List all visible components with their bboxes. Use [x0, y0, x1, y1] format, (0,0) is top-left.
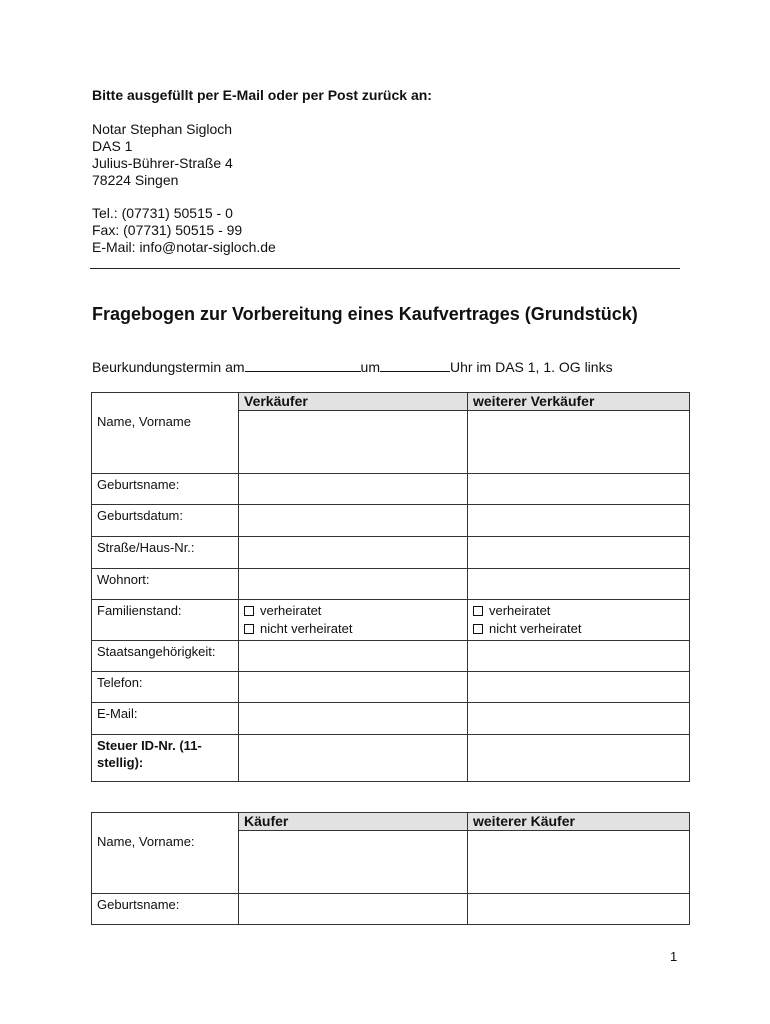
- seller-email-field[interactable]: [239, 703, 468, 735]
- seller-marital-status-cell: [239, 600, 468, 641]
- contact-fax: Fax: (07731) 50515 - 99: [92, 222, 243, 238]
- row-label-birth-date: Geburtsdatum:: [92, 505, 239, 537]
- buyer-birth-name-field[interactable]: [239, 894, 468, 925]
- buyer-column-header: Käufer: [239, 813, 468, 831]
- additional-seller-name-field[interactable]: [468, 411, 690, 474]
- appointment-prefix: Beurkundungstermin am: [92, 359, 245, 375]
- seller-column-header: Verkäufer: [239, 393, 468, 411]
- additional-seller-birth-name-field[interactable]: [468, 474, 690, 505]
- additional-seller-city-field[interactable]: [468, 569, 690, 600]
- notary-contact: [92, 205, 276, 256]
- appointment-suffix: Uhr im DAS 1, 1. OG links: [449, 359, 613, 375]
- additional-seller-email-field[interactable]: [468, 703, 690, 735]
- seller-table: [91, 392, 690, 782]
- address-line: Notar Stephan Sigloch: [92, 121, 233, 137]
- additional-seller-tax-id-field[interactable]: [468, 735, 690, 782]
- seller-street-field[interactable]: [239, 537, 468, 569]
- additional-seller-birth-date-field[interactable]: [468, 505, 690, 537]
- seller-birth-date-field[interactable]: [239, 505, 468, 537]
- notary-address: [92, 121, 233, 189]
- checkbox-icon[interactable]: [244, 624, 254, 634]
- header-empty-cell: [92, 393, 239, 411]
- row-label-name: Name, Vorname:: [92, 831, 239, 894]
- row-label-phone: Telefon:: [92, 672, 239, 703]
- address-line: Julius-Bührer-Straße 4: [92, 155, 233, 171]
- option-married[interactable]: [473, 602, 684, 620]
- appointment-line: [92, 359, 613, 376]
- option-label: verheiratet: [260, 603, 322, 618]
- seller-birth-name-field[interactable]: [239, 474, 468, 505]
- option-label: verheiratet: [489, 603, 551, 618]
- page-number: 1: [670, 949, 678, 964]
- address-line: DAS 1: [92, 138, 133, 154]
- seller-name-field[interactable]: [239, 411, 468, 474]
- address-line: 78224 Singen: [92, 172, 179, 188]
- option-married[interactable]: [244, 602, 462, 620]
- additional-seller-phone-field[interactable]: [468, 672, 690, 703]
- option-unmarried[interactable]: [473, 620, 684, 638]
- appointment-middle: um: [360, 359, 380, 375]
- additional-buyer-column-header: weiterer Käufer: [468, 813, 690, 831]
- row-label-name: Name, Vorname: [92, 411, 239, 474]
- additional-buyer-birth-name-field[interactable]: [468, 894, 690, 925]
- row-label-nationality: Staatsangehörigkeit:: [92, 641, 239, 672]
- option-label: nicht verheiratet: [260, 621, 353, 636]
- option-unmarried[interactable]: [244, 620, 462, 638]
- buyer-name-field[interactable]: [239, 831, 468, 894]
- seller-tax-id-field[interactable]: [239, 735, 468, 782]
- additional-seller-marital-status-cell: [468, 600, 690, 641]
- checkbox-icon[interactable]: [473, 606, 483, 616]
- seller-city-field[interactable]: [239, 569, 468, 600]
- contact-phone: Tel.: (07731) 50515 - 0: [92, 205, 233, 221]
- appointment-date-field[interactable]: [245, 359, 361, 372]
- appointment-time-field[interactable]: [380, 359, 450, 372]
- row-label-email: E-Mail:: [92, 703, 239, 735]
- seller-nationality-field[interactable]: [239, 641, 468, 672]
- buyer-table: [91, 812, 690, 925]
- row-label-birth-name: Geburtsname:: [92, 894, 239, 925]
- page-title: Fragebogen zur Vorbereitung eines Kaufvertrages (Grundstück): [92, 304, 638, 324]
- additional-seller-nationality-field[interactable]: [468, 641, 690, 672]
- checkbox-icon[interactable]: [473, 624, 483, 634]
- row-label-birth-name: Geburtsname:: [92, 474, 239, 505]
- row-label-city: Wohnort:: [92, 569, 239, 600]
- row-label-marital-status: Familienstand:: [92, 600, 239, 641]
- contact-email: E-Mail: info@notar-sigloch.de: [92, 239, 276, 255]
- row-label-tax-id: Steuer ID-Nr. (11-stellig):: [92, 735, 239, 782]
- divider: [90, 268, 680, 269]
- additional-buyer-name-field[interactable]: [468, 831, 690, 894]
- header-empty-cell: [92, 813, 239, 831]
- additional-seller-column-header: weiterer Verkäufer: [468, 393, 690, 411]
- seller-phone-field[interactable]: [239, 672, 468, 703]
- row-label-street: Straße/Haus-Nr.:: [92, 537, 239, 569]
- return-instruction: Bitte ausgefüllt per E-Mail oder per Post zurück an:: [92, 87, 432, 103]
- checkbox-icon[interactable]: [244, 606, 254, 616]
- additional-seller-street-field[interactable]: [468, 537, 690, 569]
- option-label: nicht verheiratet: [489, 621, 582, 636]
